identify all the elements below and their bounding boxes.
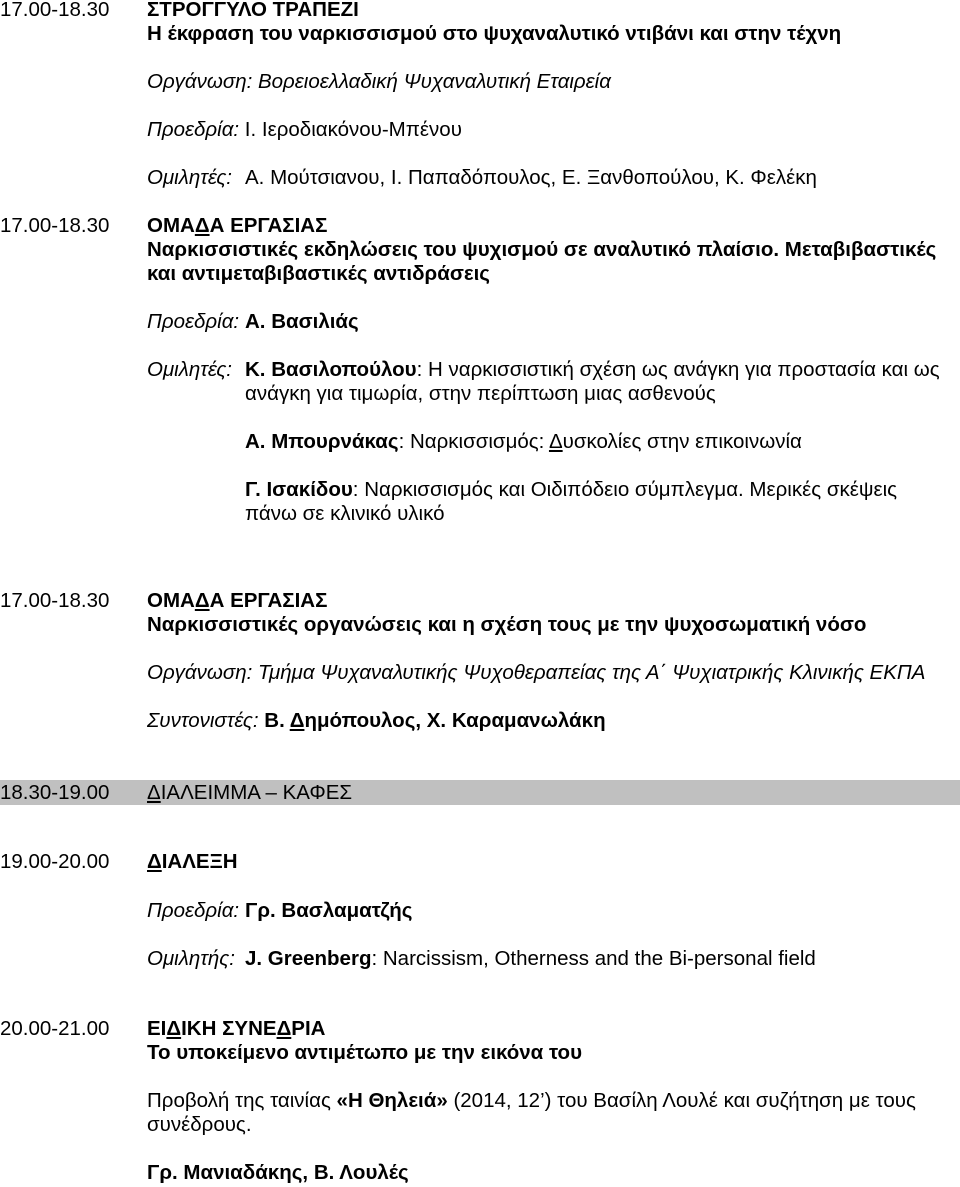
session-chair: [147, 310, 359, 334]
talk-entry: [245, 478, 897, 502]
speakers-names: Α. Μούτσιανου, Ι. Παπαδόπουλος, Ε. Ξανθοπούλου, Κ. Φελέκη: [245, 166, 817, 189]
chair-label: Προεδρία:: [147, 118, 240, 141]
chair-name: Γρ. Βασλαματζής: [245, 899, 413, 922]
session-speakers: [147, 166, 817, 190]
talk-title-continued: πάνω σε κλινικό υλικό: [245, 502, 445, 525]
session-type: ΟΜΑΔΑ ΕΡΓΑΣΙΑΣ: [147, 214, 328, 237]
talk-title: : Ναρκισσισμός: Δυσκολίες στην επικοινωνία: [398, 430, 802, 453]
coordinators-names: Β. Δημόπουλος, Χ. Καραμανωλάκη: [264, 709, 606, 732]
speaker-name: J. Greenberg: [245, 947, 372, 970]
session-time: 17.00-18.30: [0, 589, 110, 612]
talk-title: : Narcissism, Otherness and the Bi-personal field: [371, 947, 816, 970]
session-participants: Γρ. Μανιαδάκης, Β. Λουλές: [147, 1161, 409, 1184]
underlined-delta: Δ: [147, 781, 161, 804]
screening-text-continued: συνέδρους.: [147, 1113, 252, 1136]
screening-text: [147, 1089, 916, 1113]
session-organization: Οργάνωση: Τμήμα Ψυχαναλυτικής Ψυχοθεραπείας της Α΄ Ψυχιατρικής Κλινικής ΕΚΠΑ: [147, 661, 926, 684]
session-type: ΟΜΑΔΑ ΕΡΓΑΣΙΑΣ: [147, 589, 328, 612]
session-coordinators: [147, 709, 606, 733]
speaker-name: Α. Μπουρνάκας: [245, 430, 399, 453]
session-time: 19.00-20.00: [0, 850, 110, 873]
underlined-delta: Δ: [194, 589, 210, 612]
screening-prefix: Προβολή της ταινίας: [147, 1089, 331, 1112]
screening-suffix: (2014, 12’) του Βασίλη Λουλέ και συζήτηση με τους: [453, 1089, 916, 1112]
session-type: ΔΙΑΛΕΞΗ: [147, 850, 238, 873]
session-title: Ναρκισσιστικές εκδηλώσεις του ψυχισμού σε αναλυτικό πλαίσιο. Μεταβιβαστικές: [147, 238, 937, 261]
session-title: Η έκφραση του ναρκισσισμού στο ψυχαναλυτικό ντιβάνι και στην τέχνη: [147, 22, 842, 45]
talk-title: : Ναρκισσισμός και Οιδιπόδειο σύμπλεγμα. Μερικές σκέψεις: [352, 478, 898, 501]
talk-entry: [245, 430, 802, 454]
speaker-name: Κ. Βασιλοπούλου: [245, 358, 417, 381]
session-header: [0, 214, 960, 238]
coordinators-label: Συντονιστές:: [147, 709, 259, 732]
underlined-delta: Δ: [147, 850, 162, 873]
session-chair: [147, 118, 462, 142]
underlined-delta: Δ: [276, 1017, 292, 1040]
chair-name: Ι. Ιεροδιακόνου-Μπένου: [244, 118, 462, 141]
session-title: Ναρκισσιστικές οργανώσεις και η σχέση τους με την ψυχοσωματική νόσο: [147, 613, 867, 636]
session-title: και αντιμεταβιβαστικές αντιδράσεις: [147, 262, 490, 285]
session-speakers: [147, 358, 940, 382]
speakers-label: Ομιλητές:: [147, 166, 232, 189]
chair-label: Προεδρία:: [147, 899, 240, 922]
session-time: 20.00-21.00: [0, 1017, 110, 1040]
underlined-delta: Δ: [548, 430, 563, 453]
speaker-name: Γ. Ισακίδου: [245, 478, 353, 501]
talk-title: : Η ναρκισσιστική σχέση ως ανάγκη για προστασία και ως: [416, 358, 940, 381]
session-time: 17.00-18.30: [0, 0, 110, 21]
session-header: [0, 850, 960, 874]
chair-label: Προεδρία:: [147, 310, 240, 333]
session-header: [0, 589, 960, 613]
session-title: Το υποκείμενο αντιμέτωπο με την εικόνα του: [147, 1041, 583, 1064]
session-speaker: [147, 947, 816, 971]
session-type: ΣΤΡΟΓΓΥΛΟ ΤΡΑΠΕΖΙ: [147, 0, 359, 21]
speakers-label: Ομιλητές:: [147, 358, 232, 381]
underlined-delta: Δ: [289, 709, 305, 732]
session-type: ΕΙΔΙΚΗ ΣΥΝΕΔΡΙΑ: [147, 1017, 326, 1040]
session-time: 18.30-19.00: [0, 781, 110, 804]
session-header: [0, 1017, 960, 1041]
underlined-delta: Δ: [194, 214, 210, 237]
session-organization: Οργάνωση: Βορειοελλαδική Ψυχαναλυτική Εταιρεία: [147, 70, 611, 93]
session-header: [0, 0, 960, 22]
session-chair: [147, 899, 412, 923]
speaker-label: Ομιλητής:: [147, 947, 235, 970]
underlined-delta: Δ: [166, 1017, 182, 1040]
chair-name: Α. Βασιλιάς: [245, 310, 359, 333]
session-time: 17.00-18.30: [0, 214, 110, 237]
break-row: [0, 780, 960, 805]
talk-title-continued: ανάγκη για τιμωρία, στην περίπτωση μιας ασθενούς: [245, 382, 716, 405]
film-title: «Η Θηλειά»: [336, 1089, 448, 1112]
session-type: ΔΙΑΛΕΙΜΜΑ – ΚΑΦΕΣ: [147, 781, 353, 804]
